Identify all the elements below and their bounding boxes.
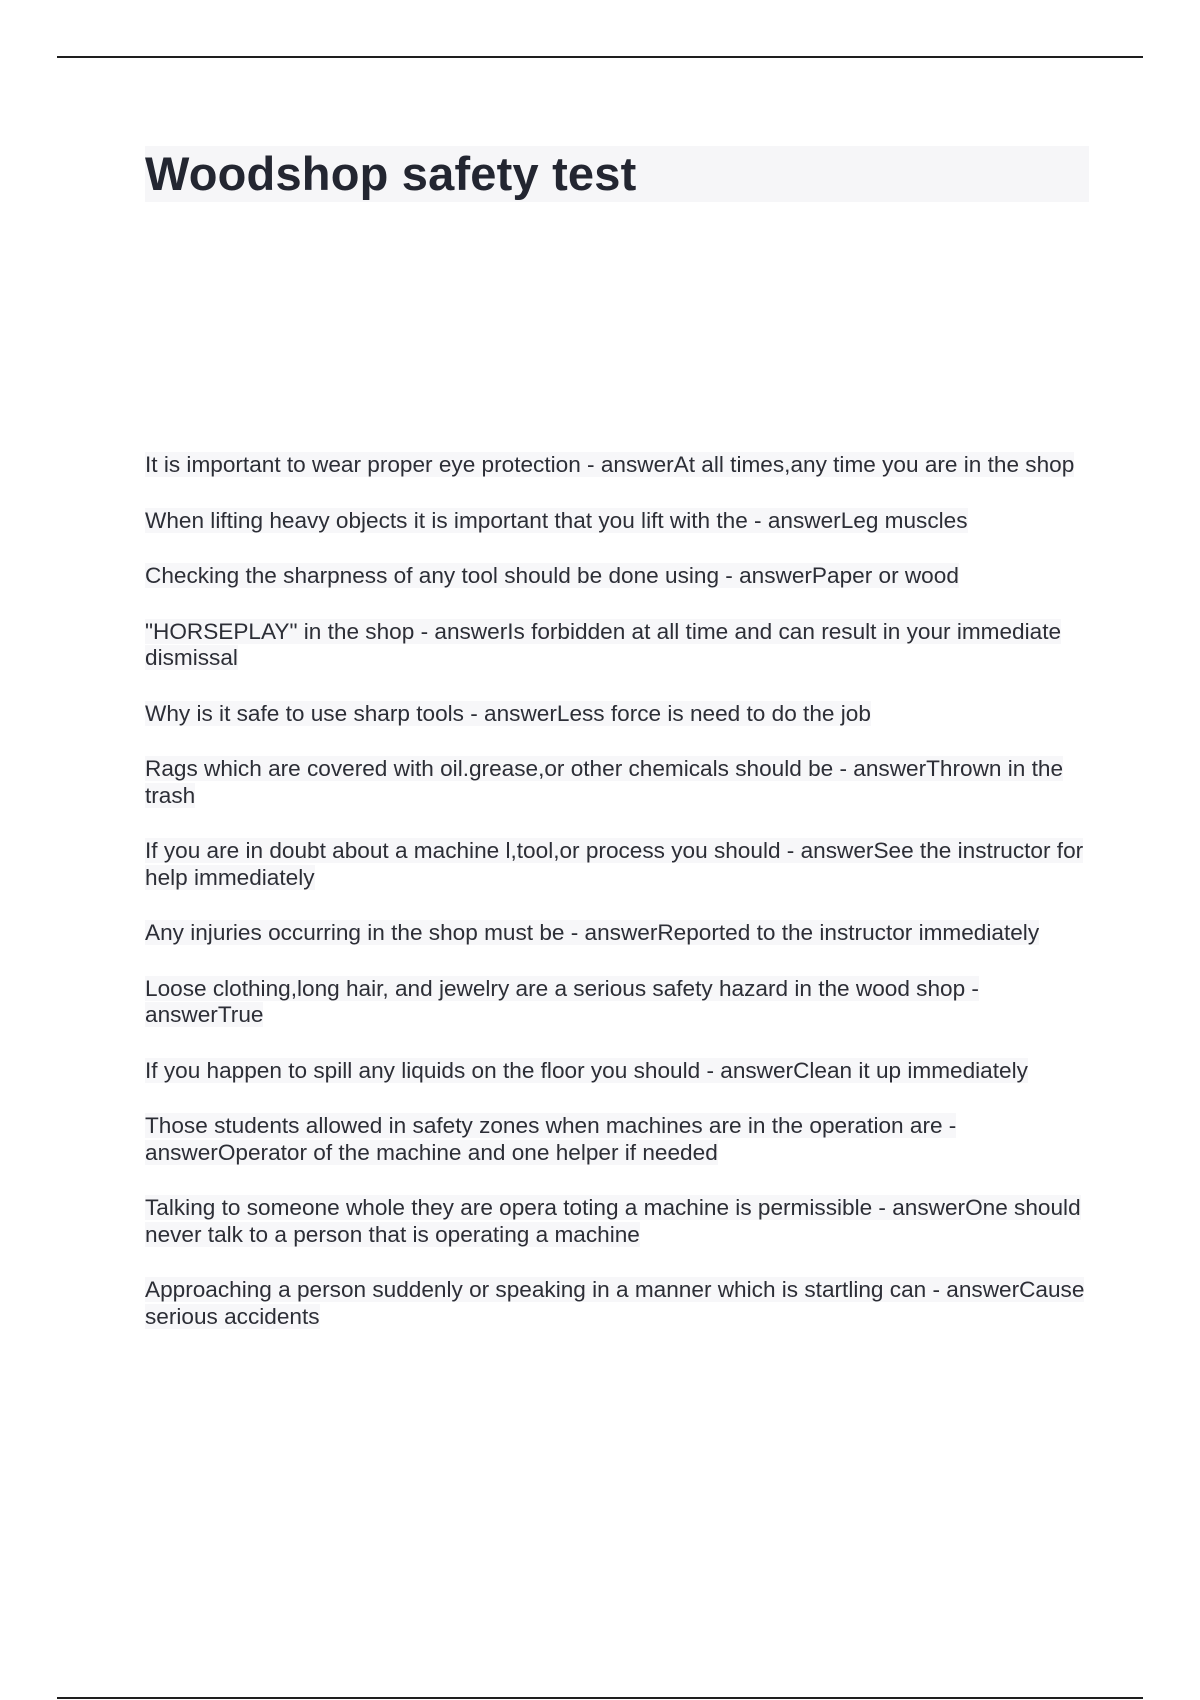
list-item	[145, 1195, 1095, 1248]
question-answer-list	[145, 452, 1095, 1330]
list-item	[145, 1277, 1095, 1330]
title-block	[145, 146, 1089, 202]
qa-text: When lifting heavy objects it is important that you lift with the - answerLeg muscles	[145, 507, 968, 533]
list-item	[145, 701, 1095, 728]
qa-text: Approaching a person suddenly or speaking in a manner which is startling can - answerCause serious accidents	[145, 1277, 1085, 1329]
qa-text: Those students allowed in safety zones when machines are in the operation are - answerOperator of the machine and one helper if needed	[145, 1113, 957, 1165]
list-item	[145, 563, 1095, 590]
qa-text: Rags which are covered with oil.grease,or other chemicals should be - answerThrown in the trash	[145, 756, 1064, 808]
top-rule	[57, 56, 1143, 58]
list-item	[145, 452, 1095, 479]
qa-text: If you happen to spill any liquids on the floor you should - answerClean it up immediately	[145, 1057, 1028, 1083]
qa-text: Why is it safe to use sharp tools - answerLess force is need to do the job	[145, 700, 871, 726]
qa-text: It is important to wear proper eye protection - answerAt all times,any time you are in the shop	[145, 452, 1075, 477]
qa-text: Any injuries occurring in the shop must be - answerReported to the instructor immediately	[145, 920, 1040, 945]
page-title: Woodshop safety test	[145, 147, 637, 200]
list-item	[145, 756, 1095, 809]
list-item	[145, 619, 1095, 672]
qa-text: Loose clothing,long hair, and jewelry are a serious safety hazard in the wood shop - answerTrue	[145, 975, 979, 1027]
list-item	[145, 920, 1095, 947]
qa-text: If you are in doubt about a machine l,tool,or process you should - answerSee the instructor for help immediately	[145, 838, 1084, 890]
list-item	[145, 1113, 1095, 1166]
list-item	[145, 838, 1095, 891]
list-item	[145, 1058, 1095, 1085]
bottom-rule	[57, 1697, 1143, 1699]
list-item	[145, 508, 1095, 535]
qa-text: Talking to someone whole they are opera toting a machine is permissible - answerOne should never talk to a person that is operating a machine	[145, 1195, 1081, 1247]
qa-text: Checking the sharpness of any tool should be done using - answerPaper or wood	[145, 563, 959, 588]
list-item	[145, 976, 1095, 1029]
qa-text: "HORSEPLAY" in the shop - answerIs forbidden at all time and can result in your immediate dismissal	[145, 618, 1062, 670]
